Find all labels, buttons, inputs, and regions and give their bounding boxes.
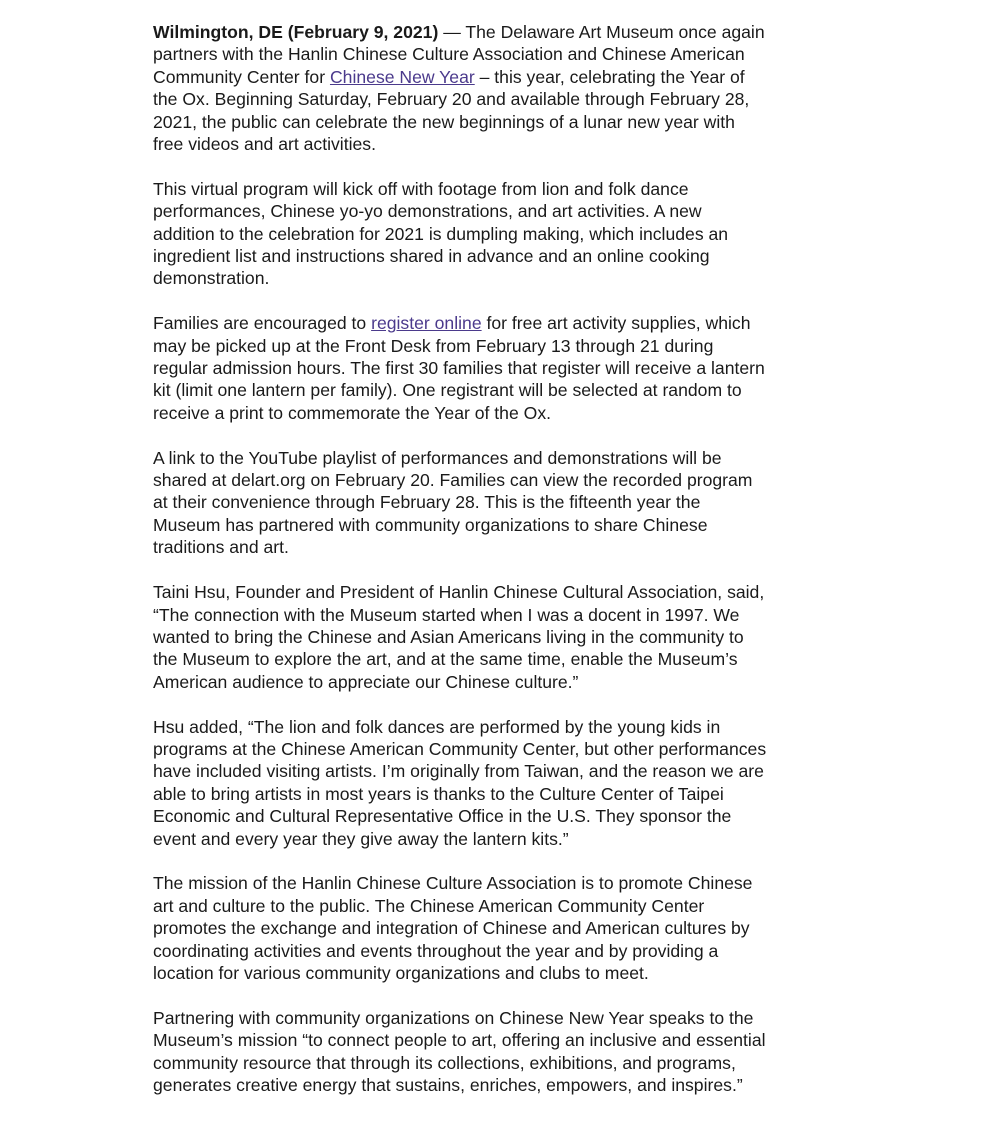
text-line: generates creative energy that sustains, enriches, empowers, and inspires.”: [153, 1074, 743, 1095]
text-line: 2021, the public can celebrate the new beginnings of a lunar new year with: [153, 111, 735, 132]
text-line: kit (limit one lantern per family). One registrant will be selected at random to: [153, 380, 742, 401]
text-span: Families are encouraged to: [153, 313, 372, 334]
text-line: coordinating activities and events throughout the year and by providing a: [153, 940, 719, 961]
text-line: “The connection with the Museum started when I was a docent in 1997. We: [153, 604, 740, 625]
text-line: community resource that through its collections, exhibitions, and programs,: [153, 1052, 736, 1073]
text-line: Hsu added, “The lion and folk dances are performed by the young kids in: [153, 716, 721, 737]
text-line: wanted to bring the Chinese and Asian Americans living in the community to: [153, 626, 744, 647]
text-line: programs at the Chinese American Community Center, but other performances: [153, 738, 767, 759]
text-line: event and every year they give away the lantern kits.”: [153, 828, 569, 849]
chinese-new-year-link[interactable]: Chinese New Year: [329, 66, 475, 87]
text-line: Partnering with community organizations on Chinese New Year speaks to the: [153, 1007, 754, 1028]
text-line: [153, 21, 843, 43]
text-line: Economic and Cultural Representative Office in the U.S. They sponsor the: [153, 806, 732, 827]
paragraph-hsu-added: [153, 716, 843, 850]
text-line: art and culture to the public. The Chinese American Community Center: [153, 895, 705, 916]
text-line: Taini Hsu, Founder and President of Hanlin Chinese Cultural Association, said,: [153, 582, 765, 603]
text-line: free videos and art activities.: [153, 134, 376, 155]
text-line: may be picked up at the Front Desk from February 13 through 21 during: [153, 335, 714, 356]
paragraph-program: [153, 178, 843, 290]
text-line: at their convenience through February 28. This is the fifteenth year the: [153, 492, 701, 513]
text-line: have included visiting artists. I’m originally from Taiwan, and the reason we are: [153, 761, 764, 782]
text-line: partners with the Hanlin Chinese Culture Association and Chinese American: [153, 44, 745, 65]
text-line: location for various community organizations and clubs to meet.: [153, 962, 649, 983]
text-line: ingredient list and instructions shared in advance and an online cooking: [153, 246, 710, 267]
text-line: [153, 312, 843, 334]
paragraph-intro: [153, 21, 843, 155]
text-line: American audience to appreciate our Chinese culture.”: [153, 671, 579, 692]
text-line: promotes the exchange and integration of Chinese and American cultures by: [153, 918, 750, 939]
text-line: [153, 66, 843, 88]
text-line: receive a print to commemorate the Year of the Ox.: [153, 402, 552, 423]
text-span: — The Delaware Art Museum once again: [438, 22, 765, 42]
paragraph-youtube: [153, 447, 843, 559]
text-line: shared at delart.org on February 20. Families can view the recorded program: [153, 470, 753, 491]
text-line: the Museum to explore the art, and at the same time, enable the Museum’s: [153, 649, 738, 670]
text-line: able to bring artists in most years is thanks to the Culture Center of Taipei: [153, 783, 724, 804]
text-span: for free art activity supplies, which: [481, 313, 751, 334]
text-line: A link to the YouTube playlist of performances and demonstrations will be: [153, 447, 722, 468]
paragraph-partnering: [153, 1007, 843, 1097]
text-line: regular admission hours. The first 30 families that register will receive a lantern: [153, 358, 765, 379]
paragraph-registration: [153, 312, 843, 424]
press-release-body: [153, 21, 843, 1119]
text-line: Museum’s mission “to connect people to art, offering an inclusive and essential: [153, 1030, 766, 1051]
text-span: – this year, celebrating the Year of: [474, 66, 745, 87]
dateline: Wilmington, DE (February 9, 2021): [153, 22, 439, 42]
text-line: demonstration.: [153, 268, 270, 289]
text-line: the Ox. Beginning Saturday, February 20 and available through February 28,: [153, 89, 750, 110]
text-line: addition to the celebration for 2021 is dumpling making, which includes an: [153, 223, 729, 244]
paragraph-mission: [153, 872, 843, 984]
text-line: traditions and art.: [153, 537, 289, 558]
paragraph-hsu-quote: [153, 581, 843, 693]
register-online-link[interactable]: register online: [371, 313, 482, 334]
text-line: Museum has partnered with community organizations to share Chinese: [153, 514, 708, 535]
text-line: The mission of the Hanlin Chinese Culture Association is to promote Chinese: [153, 873, 753, 894]
text-line: performances, Chinese yo-yo demonstrations, and art activities. A new: [153, 201, 702, 222]
text-line: This virtual program will kick off with footage from lion and folk dance: [153, 178, 689, 199]
text-span: Community Center for: [153, 66, 330, 87]
